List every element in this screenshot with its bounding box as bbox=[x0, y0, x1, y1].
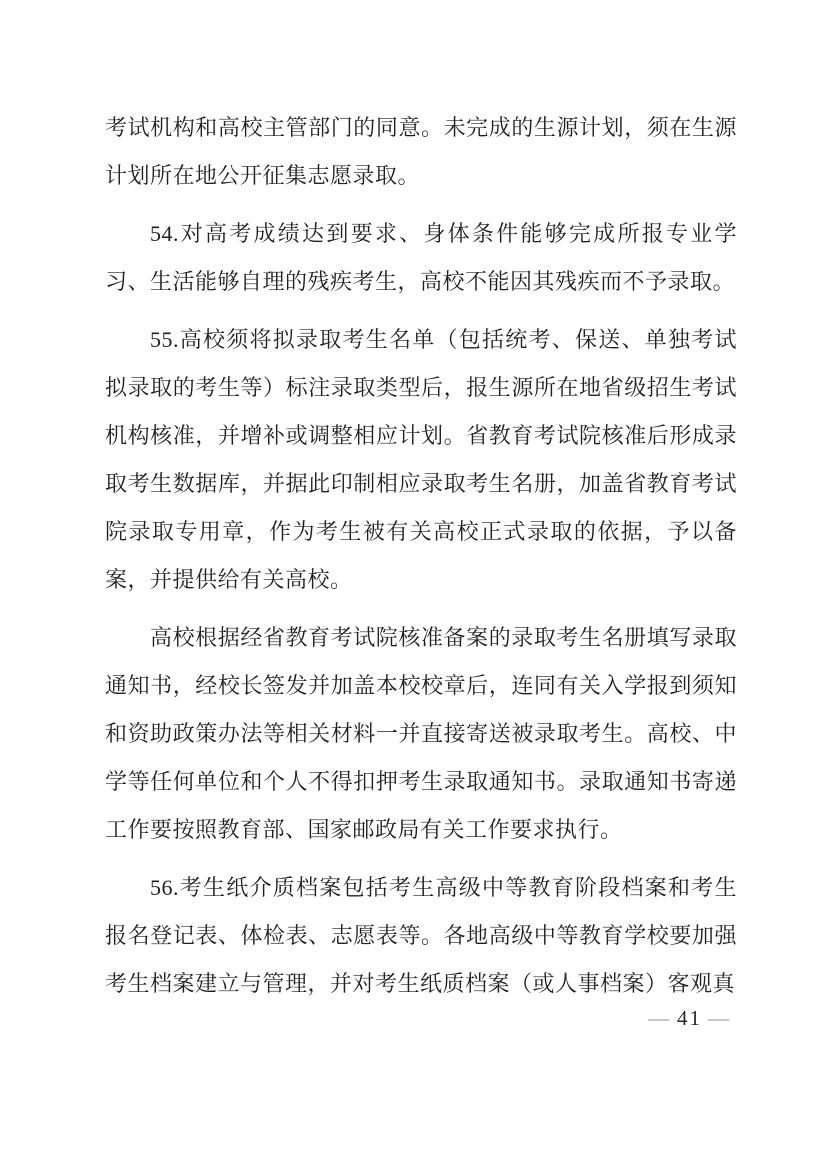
page-number-dash-right: — bbox=[708, 1006, 731, 1030]
paragraph-item-55-notice: 高校根据经省教育考试院核准备案的录取考生名册填写录取通知书，经校长签发并加盖本校校章后，连同有关入学报到须知和资助政策办法等相关材料一并直接寄送被录取考生。高校、中学等任何单位和个人不得扣押考生录取通知书。录取通知书寄递工作要按照教育部、国家邮政局有关工作要求执行。 bbox=[105, 625, 737, 842]
page-number-dash-left: — bbox=[648, 1006, 671, 1030]
paragraph-item-55: 55.高校须将拟录取考生名单（包括统考、保送、单独考试拟录取的考生等）标注录取类型后，报生源所在地省级招生考试机构核准，并增补或调整相应计划。省教育考试院核准后形成录取考生数据库，并据此印制相应录取考生名册，加盖省教育考试院录取专用章，作为考生被有关高校正式录取的依据，予以备案，并提供给有关高校。 bbox=[105, 327, 737, 592]
paragraph-continuation-53: 考试机构和高校主管部门的同意。未完成的生源计划，须在生源计划所在地公开征集志愿录取。 bbox=[105, 115, 737, 188]
paragraph-item-56: 56.考生纸介质档案包括考生高级中等教育阶段档案和考生报名登记表、体检表、志愿表等。各地高级中等教育学校要加强考生档案建立与管理，并对考生纸质档案（或人事档案）客观真 bbox=[105, 875, 737, 996]
page-number: 41 bbox=[677, 1006, 702, 1030]
document-body bbox=[105, 104, 737, 1018]
paragraph-item-54: 54.对高考成绩达到要求、身体条件能够完成所报专业学习、生活能够自理的残疾考生，高校不能因其残疾而不予录取。 bbox=[105, 221, 737, 294]
page-number-footer bbox=[642, 1003, 737, 1033]
